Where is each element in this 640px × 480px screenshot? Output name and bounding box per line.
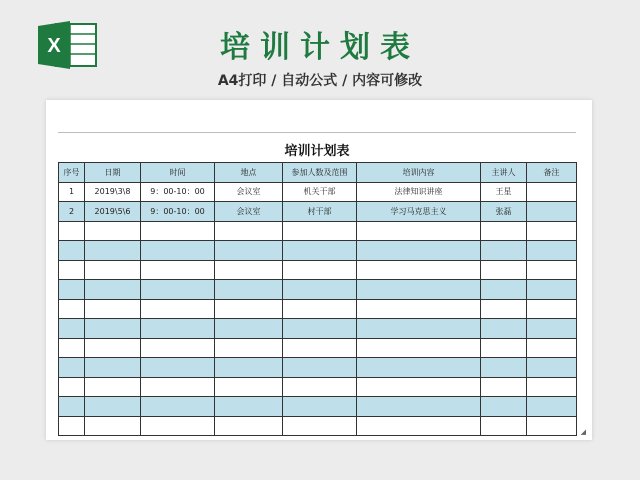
table-cell[interactable] <box>59 299 85 319</box>
table-cell[interactable] <box>357 319 481 339</box>
table-cell[interactable] <box>357 260 481 280</box>
table-cell[interactable]: 会议室 <box>215 182 283 202</box>
table-cell[interactable] <box>357 416 481 436</box>
table-cell[interactable] <box>215 377 283 397</box>
table-body <box>59 182 577 436</box>
sheet-top-rule <box>58 132 576 133</box>
table-cell[interactable] <box>141 338 215 358</box>
table-cell[interactable] <box>59 280 85 300</box>
table-cell[interactable] <box>527 241 577 261</box>
table-cell[interactable]: 机关干部 <box>283 182 357 202</box>
table-cell[interactable] <box>481 397 527 417</box>
table-cell[interactable] <box>141 280 215 300</box>
table-row <box>59 416 577 436</box>
table-row <box>59 338 577 358</box>
table-cell[interactable] <box>481 299 527 319</box>
banner-title: 培训计划表 <box>220 30 420 65</box>
table-cell[interactable] <box>215 221 283 241</box>
table-cell[interactable] <box>141 358 215 378</box>
table-cell[interactable] <box>283 221 357 241</box>
table-cell[interactable] <box>85 221 141 241</box>
table-cell[interactable] <box>481 280 527 300</box>
table-cell[interactable] <box>141 299 215 319</box>
table-cell[interactable]: 9：00-10：00 <box>141 182 215 202</box>
table-cell[interactable] <box>481 416 527 436</box>
table-cell[interactable] <box>481 358 527 378</box>
table-cell[interactable] <box>85 416 141 436</box>
table-cell[interactable] <box>481 260 527 280</box>
table-cell[interactable]: 村干部 <box>283 202 357 222</box>
table-cell[interactable] <box>481 377 527 397</box>
table-row <box>59 358 577 378</box>
table-row <box>59 397 577 417</box>
table-cell[interactable] <box>59 416 85 436</box>
table-header-row <box>59 163 577 183</box>
table-cell[interactable] <box>283 241 357 261</box>
table-cell[interactable] <box>283 358 357 378</box>
table-row <box>59 182 577 202</box>
table-cell[interactable] <box>141 221 215 241</box>
sheet-title: 培训计划表 <box>284 144 350 159</box>
table-cell[interactable] <box>283 338 357 358</box>
table-cell[interactable]: 法律知识讲座 <box>357 182 481 202</box>
table-cell[interactable] <box>357 241 481 261</box>
table-cell[interactable]: 2019\5\6 <box>85 202 141 222</box>
table-cell[interactable] <box>59 221 85 241</box>
table-cell[interactable] <box>283 397 357 417</box>
table-cell[interactable] <box>215 299 283 319</box>
table-cell[interactable] <box>85 319 141 339</box>
table-cell[interactable] <box>215 241 283 261</box>
table-cell[interactable] <box>85 397 141 417</box>
table-cell[interactable] <box>59 358 85 378</box>
table-cell[interactable]: 1 <box>59 182 85 202</box>
table-cell[interactable] <box>283 416 357 436</box>
table-cell[interactable] <box>357 338 481 358</box>
column-header[interactable]: 主讲人 <box>481 163 527 183</box>
table-row <box>59 260 577 280</box>
table-cell[interactable] <box>141 319 215 339</box>
table-cell[interactable] <box>527 377 577 397</box>
table-cell[interactable] <box>85 338 141 358</box>
table-cell[interactable] <box>527 338 577 358</box>
table-cell[interactable] <box>215 358 283 378</box>
table-cell[interactable] <box>85 299 141 319</box>
table-row <box>59 377 577 397</box>
table-cell[interactable] <box>357 397 481 417</box>
table-row <box>59 221 577 241</box>
table-cell[interactable] <box>85 241 141 261</box>
table-cell[interactable] <box>481 221 527 241</box>
table-row <box>59 241 577 261</box>
table-cell[interactable] <box>59 377 85 397</box>
table-cell[interactable]: 2019\3\8 <box>85 182 141 202</box>
table-cell[interactable] <box>59 241 85 261</box>
table-cell[interactable] <box>59 319 85 339</box>
table-cell[interactable] <box>357 280 481 300</box>
table-cell[interactable] <box>357 358 481 378</box>
spreadsheet-preview <box>46 100 592 440</box>
table-cell[interactable] <box>283 299 357 319</box>
table-cell[interactable]: 2 <box>59 202 85 222</box>
table-cell[interactable] <box>527 182 577 202</box>
column-header[interactable]: 参加人数及范围 <box>283 163 357 183</box>
table-cell[interactable] <box>357 221 481 241</box>
column-header[interactable]: 培训内容 <box>357 163 481 183</box>
table-cell[interactable] <box>141 397 215 417</box>
logo-letter: X <box>47 35 61 57</box>
column-header[interactable]: 地点 <box>215 163 283 183</box>
table-cell[interactable] <box>215 260 283 280</box>
table-cell[interactable]: 王星 <box>481 182 527 202</box>
table-cell[interactable] <box>527 260 577 280</box>
table-cell[interactable] <box>283 260 357 280</box>
table-cell[interactable] <box>527 319 577 339</box>
table-cell[interactable]: 会议室 <box>215 202 283 222</box>
table-cell[interactable] <box>141 260 215 280</box>
table-cell[interactable] <box>283 280 357 300</box>
table-cell[interactable] <box>481 319 527 339</box>
table-cell[interactable] <box>215 397 283 417</box>
table-cell[interactable]: 张磊 <box>481 202 527 222</box>
table-cell[interactable] <box>141 416 215 436</box>
table-cell[interactable]: 学习马克思主义 <box>357 202 481 222</box>
table-cell[interactable] <box>141 241 215 261</box>
table-cell[interactable]: 9：00-10：00 <box>141 202 215 222</box>
table-cell[interactable] <box>141 377 215 397</box>
table-cell[interactable] <box>283 319 357 339</box>
training-plan-table <box>58 162 577 436</box>
table-cell[interactable] <box>215 280 283 300</box>
table-cell[interactable] <box>85 260 141 280</box>
table-cell[interactable] <box>527 202 577 222</box>
table-cell[interactable] <box>215 416 283 436</box>
table-cell[interactable] <box>85 358 141 378</box>
table-row <box>59 280 577 300</box>
table-cell[interactable] <box>59 338 85 358</box>
column-header[interactable]: 序号 <box>59 163 85 183</box>
table-row <box>59 319 577 339</box>
table-cell[interactable] <box>283 377 357 397</box>
table-cell[interactable] <box>215 338 283 358</box>
table-cell[interactable] <box>85 280 141 300</box>
table-cell[interactable] <box>527 299 577 319</box>
table-cell[interactable] <box>527 280 577 300</box>
table-row <box>59 202 577 222</box>
table-cell[interactable] <box>357 299 481 319</box>
table-cell[interactable] <box>527 397 577 417</box>
table-cell[interactable] <box>85 377 141 397</box>
table-cell[interactable] <box>357 377 481 397</box>
table-cell[interactable] <box>527 358 577 378</box>
table-cell[interactable] <box>59 397 85 417</box>
table-cell[interactable] <box>59 260 85 280</box>
table-cell[interactable] <box>481 241 527 261</box>
column-header[interactable]: 日期 <box>85 163 141 183</box>
table-row <box>59 299 577 319</box>
table-cell[interactable] <box>527 416 577 436</box>
column-header[interactable]: 备注 <box>527 163 577 183</box>
table-cell[interactable] <box>215 319 283 339</box>
resize-handle-icon[interactable]: ◢ <box>580 428 586 436</box>
banner-subtitle: A4打印 / 自动公式 / 内容可修改 <box>217 73 423 89</box>
table-cell[interactable] <box>527 221 577 241</box>
column-header[interactable]: 时间 <box>141 163 215 183</box>
table-cell[interactable] <box>481 338 527 358</box>
